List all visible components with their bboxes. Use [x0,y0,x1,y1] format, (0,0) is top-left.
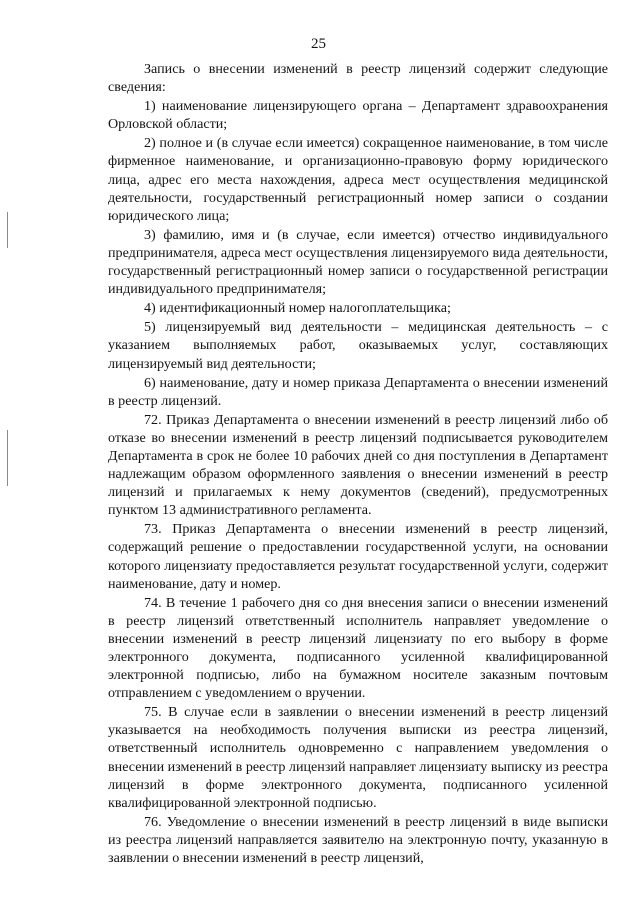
paragraph-item-6: 6) наименование, дату и номер приказа Департамента о внесении изменений в реестр лицензий. [108,374,608,409]
scan-margin-mark [7,212,8,248]
paragraph-item-4: 4) идентификационный номер налогоплательщика; [144,300,451,317]
paragraph-intro: Запись о внесении изменений в реестр лицензий содержит следующие сведения: [108,61,608,96]
paragraph-item-3: 3) фамилию, имя и (в случае, если имеется) отчество индивидуального предпринимателя, адреса мест осуществления лицензируемого вида деятельности, государственный регистрационный номер записи о государственной регистрации индивидуального предпринимателя; [108,226,608,298]
page-number: 25 [311,36,326,52]
paragraph-76: 76. Уведомление о внесении изменений в реестр лицензий в виде выписки из реестра лицензий направляется заявителю на электронную почту, указанную в заявлении о внесении изменений в реестр лицензий, [108,813,608,867]
paragraph-item-5: 5) лицензируемый вид деятельности – медицинская деятельность – с указанием выполняемых работ, оказываемых услуг, составляющих лицензируемый вид деятельности; [108,319,608,372]
scan-margin-mark [7,430,8,486]
paragraph-72: 72. Приказ Департамента о внесении изменений в реестр лицензий либо об отказе во внесении изменений в реестр лицензий подписывается руководителем Департамента в срок не более 10 рабочих дней со дня поступления в Департамент надлежащим образом оформленного заявления о внесении изменений в реестр лицензий и прилагаемых к нему документов (сведений), предусмотренных пунктом 13 административного регламента. [108,411,608,519]
paragraph-item-1: 1) наименование лицензирующего органа – Департамент здравоохранения Орловской области; [108,98,608,133]
paragraph-75: 75. В случае если в заявлении о внесении изменений в реестр лицензий указывается на необходимость получения выписки из реестра лицензий, ответственный исполнитель одновременно с направлением уведомления о внесении изменений в реестр лицензий направляет лицензиату выписку из реестра лицензий в форме электронного документа, подписанного усиленной квалифицированной электронной подписью. [108,704,608,811]
document-body [108,60,608,867]
paragraph-74: 74. В течение 1 рабочего дня со дня внесения записи о внесении изменений в реестр лицензий ответственный исполнитель направляет уведомление о внесении изменений в реестр лицензий лицензиату по его выбору в форме электронного документа, подписанного усиленной квалифицированной электронной подписью, либо на бумажном носителе заказным почтовым отправлением с уведомлением о вручении. [108,594,608,702]
paragraph-item-2: 2) полное и (в случае если имеется) сокращенное наименование, в том числе фирменное наименование, и организационно-правовую форму юридического лица, адрес его места нахождения, адреса мест осуществления медицинской деятельности, государственный регистрационный номер записи о создании юридического лица; [108,135,608,224]
paragraph-73: 73. Приказ Департамента о внесении изменений в реестр лицензий, содержащий решение о предоставлении государственной услуги, на основании которого лицензиату предоставляется результат государственной услуги, содержит наименование, дату и номер. [108,521,608,592]
